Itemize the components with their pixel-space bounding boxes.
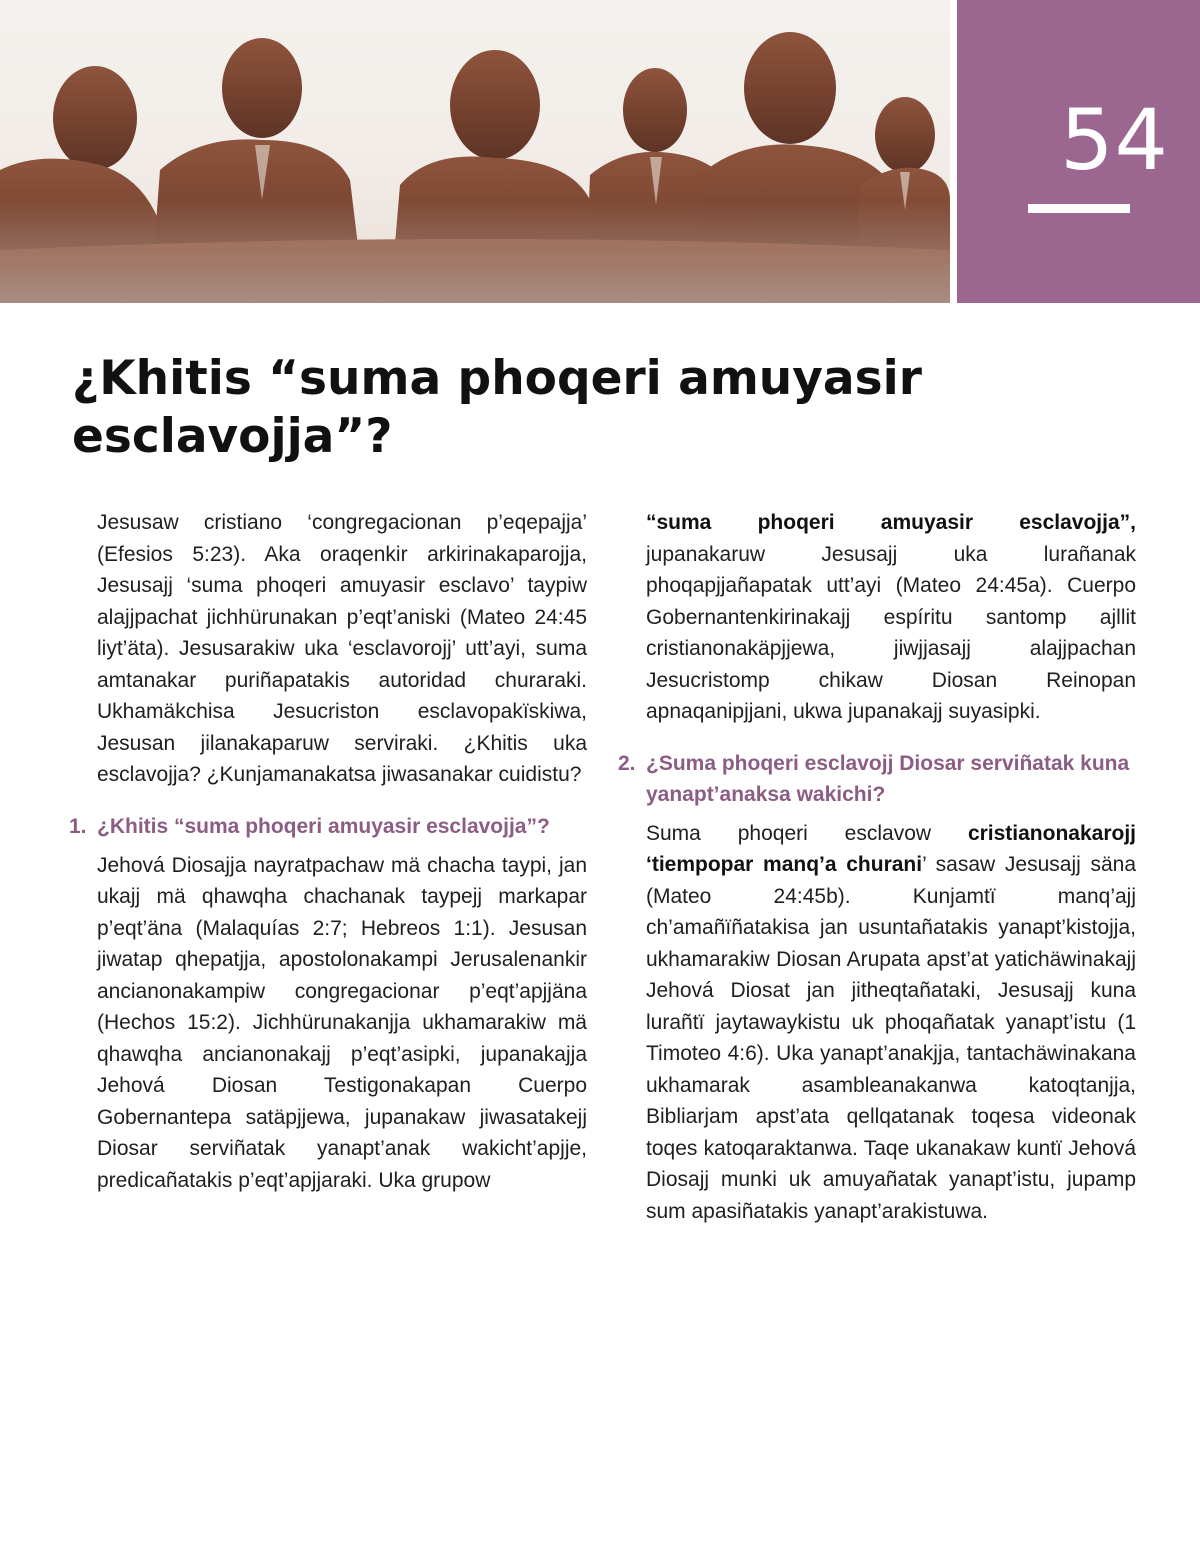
intro-paragraph: Jesusaw cristiano ‘congregacionan p’eqepajja’ (Efesios 5:23). Aka oraqenkir arkirinakaparojja, Jesusajj ‘suma phoqeri amuyasir esclavo’ taypiw alajjpachat jichhürunakan p’eqt’aniski (Mateo 24:45 liyt’äta). Jesusarakiw uka ‘esclavorojj’ utt’ayi, suma amtanakar puriñapatakis autoridad churaraki. Ukhamäkchisa Jesucriston esclavopakïskiwa, Jesusan jilanakaparuw serviraki. ¿Khitis uka esclavojja? ¿Kunjamanakatsa jiwasanakar cuidistu? [97, 511, 587, 786]
question-1-text: ¿Khitis “suma phoqeri amuyasir esclavojja”? [97, 814, 550, 838]
badge-underline [1028, 204, 1130, 213]
question-2-number: 2. [618, 751, 636, 775]
lesson-number-badge [957, 0, 1200, 303]
answer-2-pre: Suma phoqeri esclavow [646, 821, 968, 845]
lesson-number: 54 [1060, 91, 1169, 189]
question-1 [69, 811, 587, 842]
right-column [618, 507, 1136, 1227]
question-2 [618, 748, 1136, 810]
answer-1-paragraph: Jehová Diosajja nayratpachaw mä chacha taypi, jan ukajj mä qhawqha chachanak taypejj markapar p’eqt’äna (Malaquías 2:7; Hebreos 1:1). Jesusan jiwatap qhepatjja, apostolonakampi Jerusalenankir ancianonakampiw congregacionar p’eqt’apjjäna (Hechos 15:2). Jichhürunakanjja ukhamarakiw mä qhawqha ancianonakajj p’eqt’asipki, jupanakajja Jehová Diosan Testigonakapan Cuerpo Gobernantepa satäpjjewa, jupanakaw jiwasatakejj Diosar serviñatak yanapt’anak wakicht’apjje, predicañatakis p’eqt’apjjaraki. Uka grupow [97, 853, 587, 1192]
header-illustration [0, 0, 950, 303]
answer-1-continuation [646, 507, 1136, 728]
men-at-table-silhouette-icon [0, 0, 950, 303]
answer-1-continuation-text: jupanakaruw Jesusajj uka lurañanak phoqapjjañapatak utt’ayi (Mateo 24:45a). Cuerpo Gobernantenkirinakajj espíritu santomp ajllit cristianonakäpjjewa, jiwjjasajj alajjpachan Jesucristomp chikaw Diosan Reinopan apnaqanipjjani, ukwa jupanakajj suyasipki. [646, 542, 1136, 723]
answer-2-paragraph [646, 818, 1136, 1228]
left-column [69, 507, 587, 1196]
answer-1-bold-phrase: “suma phoqeri amuyasir esclavojja”, [646, 511, 1136, 534]
page-title: ¿Khitis “suma phoqeri amuyasir esclavojja”? [72, 351, 922, 464]
answer-2-post: ’ sasaw Jesusajj säna (Mateo 24:45b). Kunjamtï manq’ajj ch’amañïñatakisa jan usuntañatakis yanapt’kistojja, ukhamarakiw Diosan Arupata apst’at yatichäwinakajj Jehová Diosat jan jitheqtañataki, Jesusajj kuna lurañtï jaytawaykistu uk phoqañatak yanapt’istu (1 Timoteo 4:6). Uka yanapt’anakjja, tantachäwinakana ukhamarak asambleanakanwa katoqtanjja, Bibliarjam apst’ata qellqatanak toqesa videonak toqes katoqaraktanwa. Taqe ukanakaw kuntï Jehová Diosajj munki uk amuyañatak yanapt’istu, jupamp sum apasiñatakis yanapt’arakistuwa. [646, 853, 1136, 1223]
answer-2-bold-phrase: cristianonakarojj ‘tiempopar manq’a churani [646, 821, 1136, 876]
question-1-number: 1. [69, 814, 87, 838]
question-2-text: ¿Suma phoqeri esclavojj Diosar serviñatak kuna yanapt’anaksa wakichi? [646, 751, 1130, 806]
